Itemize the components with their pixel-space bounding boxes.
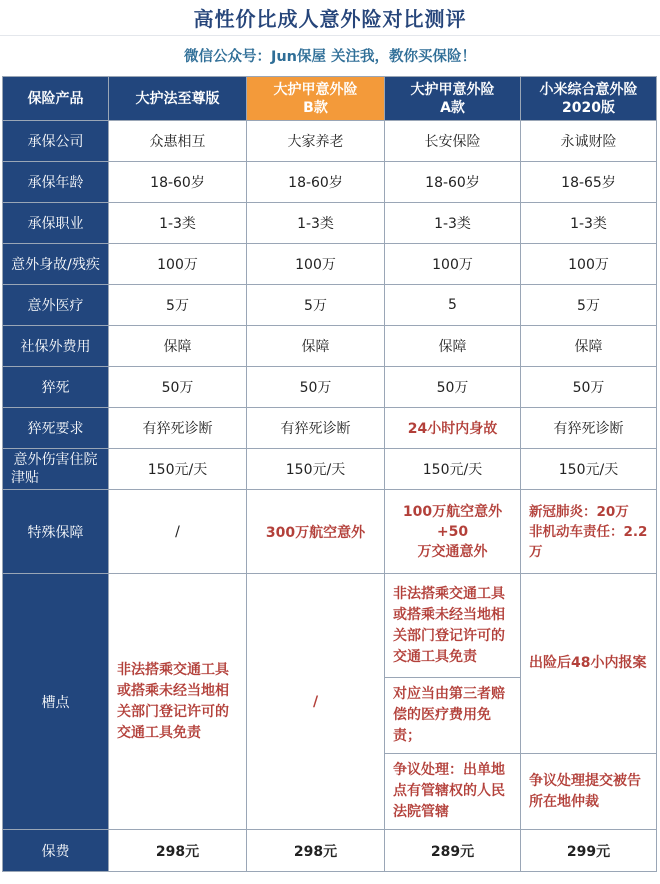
table-row bbox=[3, 285, 657, 326]
row-label: 意外身故/残疾 bbox=[3, 244, 109, 285]
table-cell-highlight: / bbox=[247, 574, 385, 830]
row-label: 社保外费用 bbox=[3, 326, 109, 367]
table-cell: 18-60岁 bbox=[385, 162, 521, 203]
row-label: 承保年龄 bbox=[3, 162, 109, 203]
table-cell: 50万 bbox=[385, 367, 521, 408]
table-row bbox=[3, 326, 657, 367]
row-label: 意外医疗 bbox=[3, 285, 109, 326]
product-name: 大护甲意外险 bbox=[273, 81, 358, 98]
table-cell: 150元/天 bbox=[521, 449, 657, 490]
table-cell: 1-3类 bbox=[521, 203, 657, 244]
cell-line: 法院管辖 bbox=[393, 804, 449, 820]
cell-line: 或搭乘未经当地相 bbox=[393, 606, 505, 623]
table-row bbox=[3, 203, 657, 244]
table-cell-highlight bbox=[521, 754, 657, 830]
table-cell-highlight: 24小时内身故 bbox=[385, 408, 521, 449]
product-col-1 bbox=[109, 77, 247, 121]
table-cell: 5 bbox=[385, 285, 521, 326]
page-title: 高性价比成人意外险对比测评 bbox=[193, 7, 467, 31]
cell-line: 或搭乘未经当地相 bbox=[117, 682, 229, 699]
cell-line: 关部门登记许可的 bbox=[117, 703, 229, 720]
table-row bbox=[3, 367, 657, 408]
product-name: 大护甲意外险 bbox=[410, 81, 495, 98]
cell-line: 责； bbox=[393, 728, 421, 744]
cell-line: 非法搭乘交通工具 bbox=[117, 661, 229, 678]
table-cell: 有猝死诊断 bbox=[521, 408, 657, 449]
row-label: 猝死要求 bbox=[3, 408, 109, 449]
table-header-row bbox=[3, 77, 657, 121]
table-cell-highlight bbox=[385, 574, 521, 678]
table-cell: 有猝死诊断 bbox=[109, 408, 247, 449]
table-cell: 18-65岁 bbox=[521, 162, 657, 203]
table-cell-highlight: 出险后48小内报案 bbox=[521, 574, 657, 754]
table-cell: 保障 bbox=[247, 326, 385, 367]
price-cell: 298元 bbox=[109, 830, 247, 872]
cell-line: 100万航空意外+50 bbox=[402, 503, 503, 540]
cell-line: 交通工具免责 bbox=[117, 724, 201, 741]
product-col-2 bbox=[247, 77, 385, 121]
table-cell-highlight bbox=[385, 754, 521, 830]
table-row bbox=[3, 121, 657, 162]
table-cell: 18-60岁 bbox=[109, 162, 247, 203]
table-cell: 150元/天 bbox=[247, 449, 385, 490]
row-label-line: 意外伤害住院 bbox=[13, 452, 98, 468]
cell-line: 争议处理：出单地 bbox=[393, 762, 505, 778]
cell-line: 对应当由第三者赔 bbox=[393, 686, 505, 702]
cell-line: 非法搭乘交通工具 bbox=[393, 585, 505, 602]
product-version: B款 bbox=[303, 99, 328, 116]
table-cell: / bbox=[109, 490, 247, 574]
table-cell: 保障 bbox=[521, 326, 657, 367]
cell-line: 万 bbox=[529, 543, 543, 560]
table-cell: 保障 bbox=[109, 326, 247, 367]
row-label-line: 津贴 bbox=[11, 470, 39, 486]
table-cell: 5万 bbox=[521, 285, 657, 326]
price-cell: 289元 bbox=[385, 830, 521, 872]
table-cell: 5万 bbox=[247, 285, 385, 326]
row-label: 特殊保障 bbox=[3, 490, 109, 574]
table-cell-highlight: 300万航空意外 bbox=[247, 490, 385, 574]
cell-line: 交通工具免责 bbox=[393, 648, 477, 665]
table-cell: 永诚财险 bbox=[521, 121, 657, 162]
table-row bbox=[3, 162, 657, 203]
table-cell: 长安保险 bbox=[385, 121, 521, 162]
product-name: 大护法至尊版 bbox=[135, 90, 220, 107]
table-cell: 150元/天 bbox=[385, 449, 521, 490]
product-version: 2020版 bbox=[562, 99, 615, 116]
product-name: 小米综合意外险 bbox=[539, 81, 638, 98]
product-col-3 bbox=[385, 77, 521, 121]
table-cell-highlight bbox=[521, 490, 657, 574]
table-row bbox=[3, 244, 657, 285]
product-col-4 bbox=[521, 77, 657, 121]
table-cell: 1-3类 bbox=[385, 203, 521, 244]
table-row bbox=[3, 830, 657, 872]
title-divider bbox=[0, 35, 660, 36]
price-cell: 298元 bbox=[247, 830, 385, 872]
table-cell: 100万 bbox=[247, 244, 385, 285]
table-cell: 1-3类 bbox=[247, 203, 385, 244]
table-cell: 100万 bbox=[385, 244, 521, 285]
product-version: A款 bbox=[440, 99, 465, 116]
row-label: 槽点 bbox=[3, 574, 109, 830]
table-row bbox=[3, 449, 657, 490]
cell-line: 点有管辖权的人民 bbox=[393, 783, 505, 799]
row-label: 猝死 bbox=[3, 367, 109, 408]
table-cell: 50万 bbox=[521, 367, 657, 408]
comparison-table bbox=[2, 76, 657, 872]
page-subtitle: 微信公众号：Jun保屋 关注我，教你买保险！ bbox=[183, 49, 477, 65]
table-cell: 5万 bbox=[109, 285, 247, 326]
table-row bbox=[3, 490, 657, 574]
table-cell: 150元/天 bbox=[109, 449, 247, 490]
header-label: 保险产品 bbox=[3, 77, 109, 121]
table-cell: 100万 bbox=[521, 244, 657, 285]
row-label: 保费 bbox=[3, 830, 109, 872]
cell-line: 万交通意外 bbox=[417, 543, 488, 560]
cell-line: 非机动车责任：2.2 bbox=[529, 523, 648, 540]
table-cell-highlight bbox=[385, 678, 521, 754]
table-cell: 100万 bbox=[109, 244, 247, 285]
table-row bbox=[3, 408, 657, 449]
row-label: 承保公司 bbox=[3, 121, 109, 162]
table-cell: 18-60岁 bbox=[247, 162, 385, 203]
table-cell-highlight bbox=[385, 490, 521, 574]
table-cell-highlight bbox=[109, 574, 247, 830]
table-cell: 50万 bbox=[109, 367, 247, 408]
cell-line: 争议处理提交被告 bbox=[529, 772, 641, 789]
table-cell: 1-3类 bbox=[109, 203, 247, 244]
cell-line: 新冠肺炎：20万 bbox=[529, 503, 629, 520]
price-cell: 299元 bbox=[521, 830, 657, 872]
row-label bbox=[3, 449, 109, 490]
table-cell: 大家养老 bbox=[247, 121, 385, 162]
cell-line: 所在地仲裁 bbox=[529, 793, 599, 810]
table-row bbox=[3, 574, 657, 678]
table-cell: 保障 bbox=[385, 326, 521, 367]
cell-line: 关部门登记许可的 bbox=[393, 627, 505, 644]
table-cell: 众惠相互 bbox=[109, 121, 247, 162]
row-label: 承保职业 bbox=[3, 203, 109, 244]
table-cell: 50万 bbox=[247, 367, 385, 408]
table-cell: 有猝死诊断 bbox=[247, 408, 385, 449]
cell-line: 偿的医疗费用免 bbox=[393, 707, 491, 723]
